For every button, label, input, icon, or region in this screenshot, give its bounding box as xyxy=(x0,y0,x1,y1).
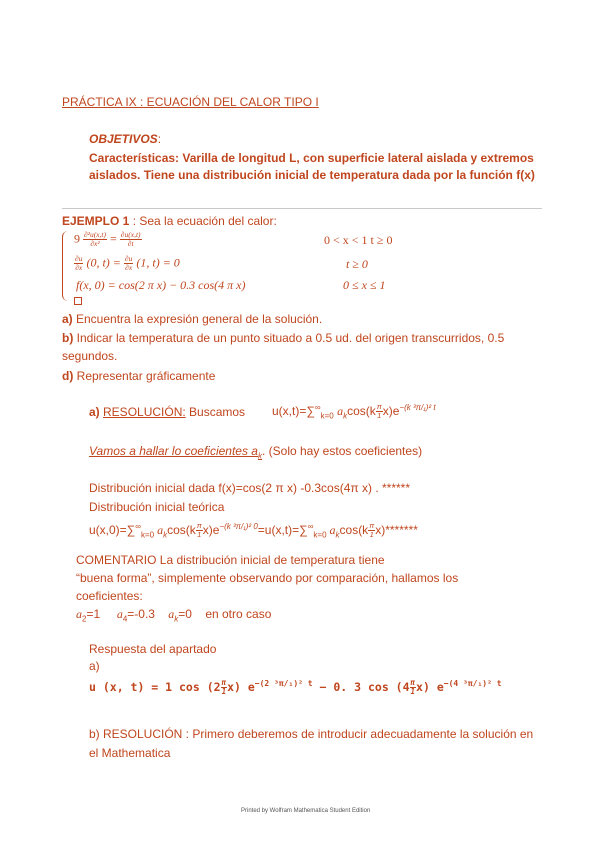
df-exponent: −(k ³π/₁)² 0 xyxy=(219,522,258,531)
eq1-rhs-den: ∂t xyxy=(127,239,134,248)
comment-line-3: coeficientes: xyxy=(76,589,143,603)
equation-boundary xyxy=(74,255,180,272)
coefficients-heading xyxy=(89,444,422,460)
box-glyph-text xyxy=(74,297,82,305)
df-sup: ∞ xyxy=(135,522,141,531)
question-d-label: d) xyxy=(62,369,74,383)
coef-a4-sub: 4 xyxy=(122,614,128,624)
question-d-text: Representar gráficamente xyxy=(73,369,216,383)
empty-box-glyph xyxy=(74,294,82,308)
df-cos-2: cos(k xyxy=(339,523,369,537)
coef-a4: a xyxy=(116,607,123,621)
resolution-a-text: Buscamos xyxy=(185,405,246,419)
df-sup-2: ∞ xyxy=(307,522,314,531)
system-brace xyxy=(62,231,71,301)
ans-left: u (x, t) = 1 cos (2 xyxy=(89,680,221,694)
eq1-lhs-den: ∂x² xyxy=(90,239,100,248)
resolution-b-line-1: b) RESOLUCIÓN : Primero deberemos de introducir adecuadamente la solución en xyxy=(89,727,534,741)
df-frac-num-2: π xyxy=(369,521,375,531)
df-exp-base: x)e xyxy=(202,523,220,537)
distribution-theoretical: Distribución inicial teórica xyxy=(89,500,225,514)
df-a-sub-2: k xyxy=(335,530,340,540)
ans-exponent-2: −(4 ³π/₁)² t xyxy=(443,679,502,689)
df-frac-num: π xyxy=(196,521,202,531)
question-b-cont: segundos. xyxy=(62,349,118,363)
resolution-a-title: RESOLUCIÓN: xyxy=(103,405,186,419)
gs-fraction xyxy=(376,403,383,420)
equation-initial: f(x, 0) = cos(2 π x) − 0.3 cos(4 π x) xyxy=(76,278,246,292)
objectives-heading xyxy=(89,132,161,146)
ans-mid: x) e xyxy=(227,680,255,694)
eq3-domain: 0 ≤ x ≤ 1 xyxy=(343,278,386,292)
eq2-fraction-2 xyxy=(124,255,133,272)
eq2-den-2: ∂x xyxy=(125,263,133,272)
ans-exponent-1: −(2 ³π/₁)² t xyxy=(254,679,313,689)
df-frac-den-2: 1 xyxy=(369,530,374,540)
gs-frac-num: π xyxy=(376,402,382,412)
answer-part: a) xyxy=(89,659,100,673)
gs-sum-sub: k=0 xyxy=(320,411,334,421)
ans-mid-2: − 0. 3 cos (4 xyxy=(319,680,410,694)
coef-other-case: en otro caso xyxy=(205,607,272,621)
gs-exp-base: x)e xyxy=(382,404,400,418)
resolution-a-label: a) xyxy=(89,405,100,419)
distribution-formula xyxy=(89,522,418,539)
objectives-colon: : xyxy=(157,132,162,146)
page-footer: Printed by Wolfram Mathematica Student Edition xyxy=(241,808,371,814)
objectives-line-2: aislados. Tiene una distribución inicial de temperatura dada por la función f(x) xyxy=(89,168,535,182)
gs-u: u(x,t)=∑ xyxy=(272,404,315,418)
ans-frac-den-2: 1 xyxy=(410,687,416,696)
gs-cos: cos(k xyxy=(347,404,376,418)
comment-line-1: COMENTARIO La distribución inicial de temperatura tiene xyxy=(76,553,385,567)
eq2-den-1: ∂x xyxy=(75,263,83,272)
coefficients-underlined: Vamos a hallar lo coeficientes a xyxy=(89,444,258,458)
eq1-lhs-num: ∂²u(x,t) xyxy=(84,230,106,239)
section-divider xyxy=(62,208,542,209)
coef-ak-sub: k xyxy=(174,614,179,624)
eq2-middle-2: (1, t) = 0 xyxy=(136,255,180,270)
df-a-sub: k xyxy=(163,530,168,540)
example-heading xyxy=(62,214,277,228)
ans-end: x) e xyxy=(416,680,444,694)
df-tail: x)******* xyxy=(375,523,418,537)
gs-frac-den: 1 xyxy=(377,411,382,421)
ans-frac-num-1: π xyxy=(221,678,227,687)
resolution-b-line-2: el Mathematica xyxy=(89,746,171,760)
question-d xyxy=(62,369,215,383)
df-frac-den: 1 xyxy=(197,530,202,540)
example-label: EJEMPLO 1 xyxy=(62,214,130,228)
eq2-num-1: ∂u xyxy=(75,254,83,263)
comment-line-2: “buena forma”, simplemente observando por comparación, hallamos los xyxy=(76,571,459,585)
eq2-fraction-1 xyxy=(74,255,83,272)
eq1-coefficient: 9 xyxy=(74,231,80,246)
coefficients-sub: k xyxy=(257,451,262,461)
gs-a: a xyxy=(337,404,344,418)
objectives-line-1: Características: Varilla de longitud L, con superficie lateral aislada y extremos xyxy=(89,151,534,165)
coefficients-rest: . (Solo hay estos coeficientes) xyxy=(261,444,423,458)
eq2-domain: t ≥ 0 xyxy=(346,257,368,271)
page-title: PRÁCTICA IX : ECUACIÓN DEL CALOR TIPO I xyxy=(62,95,319,109)
question-a-label: a) xyxy=(62,312,73,326)
coef-a2-sub: 2 xyxy=(82,614,87,624)
ans-frac-num-2: π xyxy=(410,678,416,687)
df-a: a xyxy=(154,523,164,537)
coef-a2: a xyxy=(76,607,82,621)
eq1-equals: = xyxy=(110,231,117,246)
coef-ak-value: =0 xyxy=(178,607,192,621)
coef-ak: a xyxy=(168,607,175,621)
coef-a4-value: =-0.3 xyxy=(127,607,155,621)
question-a xyxy=(62,312,322,326)
df-fraction xyxy=(196,522,203,539)
eq1-rhs-num: ∂u(x,t) xyxy=(120,230,141,239)
answer-formula xyxy=(89,679,502,696)
resolution-a-heading xyxy=(89,405,245,419)
df-u: u(x,0)=∑ xyxy=(89,523,136,537)
gs-sum-sup: ∞ xyxy=(314,403,321,412)
df-cos: cos(k xyxy=(167,523,196,537)
question-b xyxy=(62,331,504,345)
objectives-label: OBJETIVOS xyxy=(89,132,158,146)
df-sub: k=0 xyxy=(140,530,155,540)
df-equals: =u(x,t)=∑ xyxy=(257,523,308,537)
coef-a2-value: =1 xyxy=(86,607,101,621)
equation-heat xyxy=(74,231,142,248)
eq1-rhs-fraction xyxy=(120,231,142,248)
general-solution-formula xyxy=(272,403,436,420)
answer-heading: Respuesta del apartado xyxy=(89,642,217,656)
df-a-2: a xyxy=(326,523,336,537)
eq1-lhs-fraction xyxy=(83,231,107,248)
example-intro: : Sea la ecuación del calor: xyxy=(129,214,277,228)
eq2-num-2: ∂u xyxy=(124,254,133,263)
coefficient-values xyxy=(76,607,271,623)
question-a-text: Encuentra la expresión general de la solución. xyxy=(72,312,323,326)
gs-exponent: −(k ³π/₁)² t xyxy=(399,403,436,412)
df-sub-2: k=0 xyxy=(313,530,327,540)
question-b-label: b) xyxy=(62,331,74,345)
ans-frac-den-1: 1 xyxy=(221,687,227,696)
question-b-text: Indicar la temperatura de un punto situado a 0.5 ud. del origen transcurridos, 0.5 xyxy=(73,331,505,345)
gs-a-sub: k xyxy=(343,411,348,421)
eq2-middle: (0, t) = xyxy=(86,255,121,270)
eq1-domain: 0 < x < 1 t ≥ 0 xyxy=(324,233,393,247)
distribution-given: Distribución inicial dada f(x)=cos(2 π x) -0.3cos(4π x) . ****** xyxy=(89,481,411,495)
